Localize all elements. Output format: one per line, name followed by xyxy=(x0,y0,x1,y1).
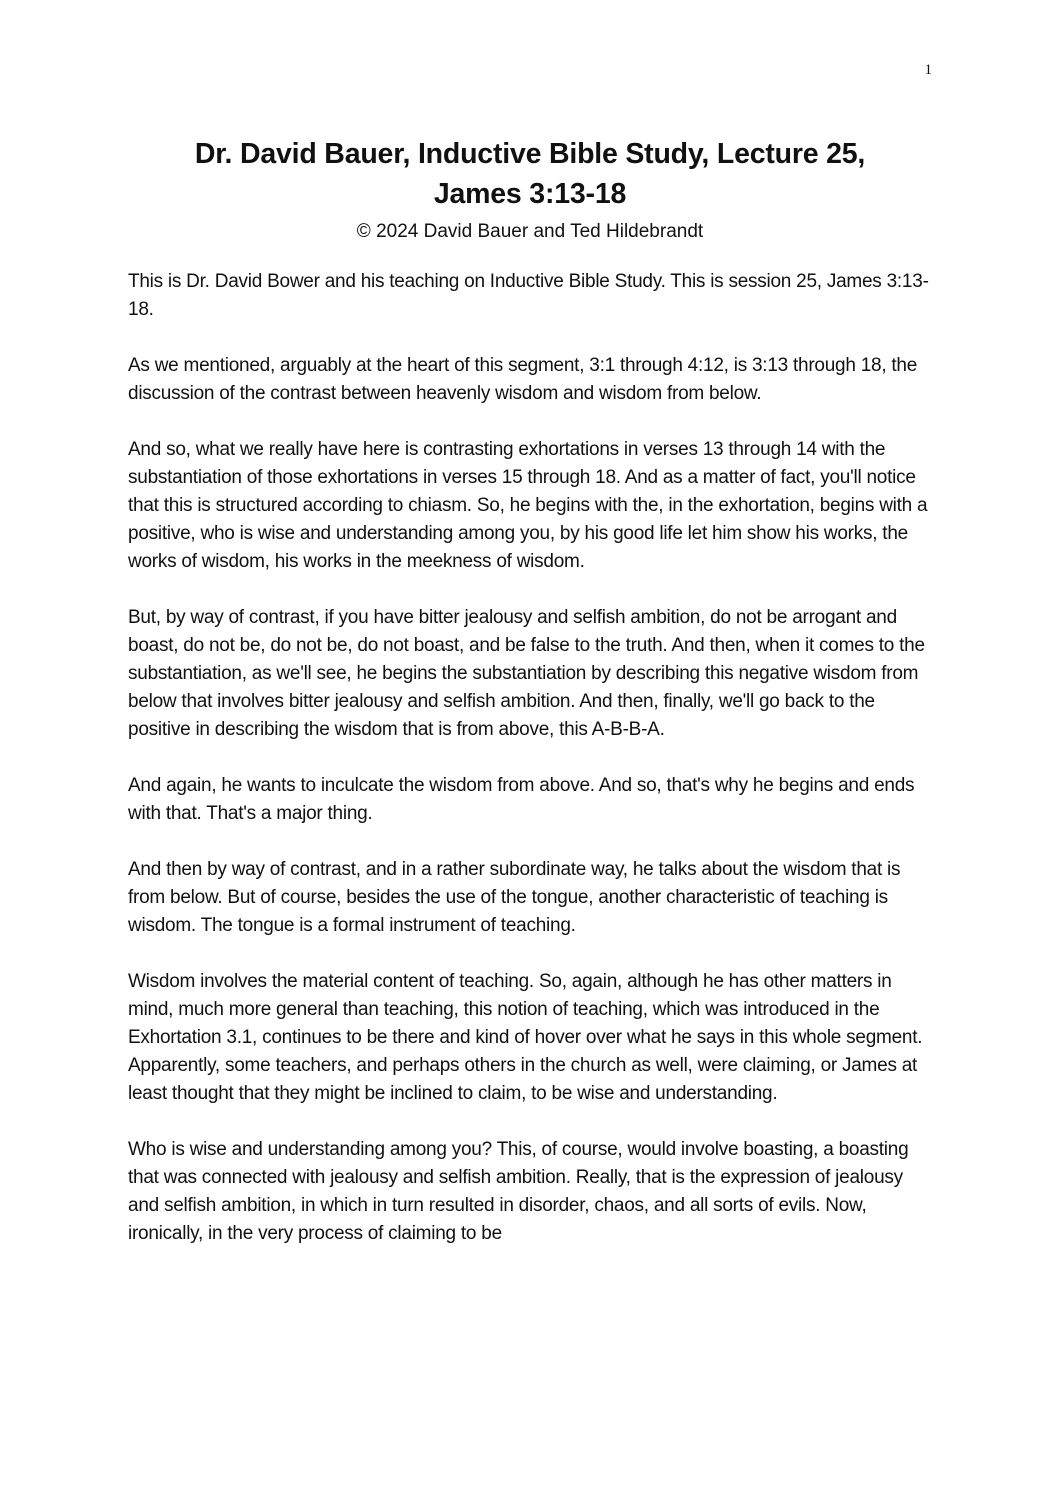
title-line-1: Dr. David Bauer, Inductive Bible Study, Lecture 25, xyxy=(194,138,866,170)
document-title xyxy=(128,134,932,214)
document-body xyxy=(128,268,936,1276)
paragraph-2: As we mentioned, arguably at the heart of this segment, 3:1 through 4:12, is 3:13 through 18, the discussion of the contrast between heavenly wisdom and wisdom from below. xyxy=(128,355,918,404)
title-line-2: James 3:13-18 xyxy=(433,178,627,210)
paragraph-4: But, by way of contrast, if you have bitter jealousy and selfish ambition, do not be arrogant and boast, do not be, do not be, do not boast, and be false to the truth. And then, when it comes to the substantiation, as we'll see, he begins the substantiation by describing this negative wisdom from below that involves bitter jealousy and selfish ambition. And then, finally, we'll go back to the positive in describing the wisdom that is from above, this A-B-B-A. xyxy=(128,607,925,740)
copyright-notice: © 2024 David Bauer and Ted Hildebrandt xyxy=(356,221,704,242)
paragraph-3: And so, what we really have here is contrasting exhortations in verses 13 through 14 with the substantiation of those exhortations in verses 15 through 18. And as a matter of fact, you'll notice that this is structured according to chiasm. So, he begins with the, in the exhortation, begins with a positive, who is wise and understanding among you, by his good life let him show his works, the works of wisdom, his works in the meekness of wisdom. xyxy=(128,439,928,572)
paragraph-5: And again, he wants to inculcate the wisdom from above. And so, that's why he begins and ends with that. That's a major thing. xyxy=(128,775,915,824)
page-number: 1 xyxy=(924,62,932,78)
paragraph-8: Who is wise and understanding among you? This, of course, would involve boasting, a boasting that was connected with jealousy and selfish ambition. Really, that is the expression of jealousy and selfish ambition, in which in turn resulted in disorder, chaos, and all sorts of evils. Now, ironically, in the very process of claiming to be xyxy=(128,1139,909,1244)
paragraph-1: This is Dr. David Bower and his teaching on Inductive Bible Study. This is session 25, James 3:13-18. xyxy=(128,271,929,320)
paragraph-7: Wisdom involves the material content of teaching. So, again, although he has other matters in mind, much more general than teaching, this notion of teaching, which was introduced in the Exhortation 3.1, continues to be there and kind of hover over what he says in this whole segment. Apparently, some teachers, and perhaps others in the church as well, were claiming, or James at least thought that they might be inclined to claim, to be wise and understanding. xyxy=(128,971,923,1104)
paragraph-6: And then by way of contrast, and in a rather subordinate way, he talks about the wisdom that is from below. But of course, besides the use of the tongue, another characteristic of teaching is wisdom. The tongue is a formal instrument of teaching. xyxy=(128,859,901,936)
